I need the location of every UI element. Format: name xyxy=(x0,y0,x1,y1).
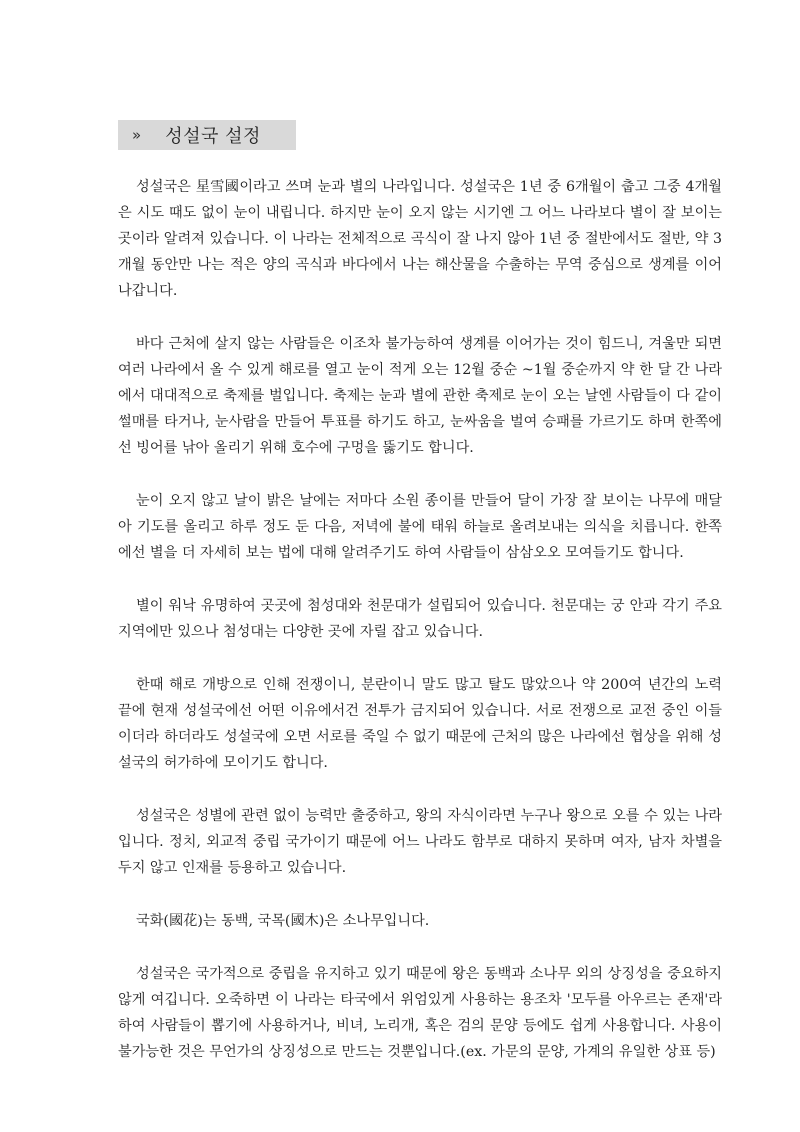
paragraph-wish-ritual: 눈이 오지 않고 날이 밝은 날에는 저마다 소원 종이를 만들어 달이 가장 잘 보이는 나무에 매달아 기도를 올리고 하루 정도 둔 다음, 저녁에 불에 태워 하늘로 올려보내는 의식을 치릅니다. 한쪽에선 별을 더 자세히 보는 법에 대해 알려주기도 하여 사람들이 삼삼오오 모여들기도 합니다. xyxy=(118,493,722,561)
paragraph-overview: 성설국은 星雪國이라고 쓰며 눈과 별의 나라입니다. 성설국은 1년 중 6개월이 춥고 그중 4개월은 시도 때도 없이 눈이 내립니다. 하지만 눈이 오지 않는 시기엔 그 어느 나라보다 별이 잘 보이는 곳이라 알려져 있습니다. 이 나라는 전체적으로 곡식이 잘 나지 않아 1년 중 절반에서도 절반, 약 3개월 동안만 나는 적은 양의 곡식과 바다에서 나는 해산물을 수출하는 무역 중심으로 생계를 이어 나갑니다. xyxy=(118,179,722,299)
paragraph-neutrality-history: 한때 해로 개방으로 인해 전쟁이니, 분란이니 말도 많고 탈도 많았으나 약 200여 년간의 노력 끝에 현재 성설국에선 어떤 이유에서건 전투가 금지되어 있습니다. 서로 전쟁으로 교전 중인 이들이더라 하더라도 성설국에 오면 서로를 죽일 수 없기 때문에 근처의 많은 나라에선 협상을 위해 성설국의 허가하에 모이기도 합니다. xyxy=(118,677,722,771)
paragraph-symbolism: 성설국은 국가적으로 중립을 유지하고 있기 때문에 왕은 동백과 소나무 외의 상징성을 중요하지 않게 여깁니다. 오죽하면 이 나라는 타국에서 위엄있게 사용하는 용조차 '모두를 아우르는 존재'라 하여 사람들이 뽑기에 사용하거나, 비녀, 노리개, 혹은 검의 문양 등에도 쉽게 사용합니다. 사용이 불가능한 것은 무언가의 상징성으로 만드는 것뿐입니다.(ex. 가문의 문양, 가계의 유일한 상표 등) xyxy=(118,966,722,1060)
paragraph-national-symbols: 국화(國花)는 동백, 국목(國木)은 소나무입니다. xyxy=(136,913,430,929)
paragraph-observatories: 별이 워낙 유명하여 곳곳에 첨성대와 천문대가 설립되어 있습니다. 천문대는 궁 안과 각기 주요 지역에만 있으나 첨성대는 다양한 곳에 자릴 잡고 있습니다. xyxy=(118,598,722,640)
section-marker: » xyxy=(132,126,142,144)
document-page xyxy=(118,120,722,1092)
section-title: 성설국 설정 xyxy=(165,126,261,147)
paragraph-succession: 성설국은 성별에 관련 없이 능력만 출중하고, 왕의 자식이라면 누구나 왕으로 오를 수 있는 나라입니다. 정치, 외교적 중립 국가이기 때문에 어느 나라도 함부로 대하지 못하며 여자, 남자 차별을 두지 않고 인재를 등용하고 있습니다. xyxy=(118,808,722,876)
section-title-bar xyxy=(118,120,296,150)
paragraph-festival: 바다 근처에 살지 않는 사람들은 이조차 불가능하여 생계를 이어가는 것이 힘드니, 겨울만 되면 여러 나라에서 올 수 있게 해로를 열고 눈이 적게 오는 12월 중순 ~1월 중순까지 약 한 달 간 나라에서 대대적으로 축제를 벌입니다. 축제는 눈과 별에 관한 축제로 눈이 오는 날엔 사람들이 다 같이 썰매를 타거나, 눈사람을 만들어 투표를 하기도 하고, 눈싸움을 벌여 승패를 가르기도 하며 한쪽에선 빙어를 낚아 올리기 위해 호수에 구멍을 뚫기도 합니다. xyxy=(118,336,722,456)
